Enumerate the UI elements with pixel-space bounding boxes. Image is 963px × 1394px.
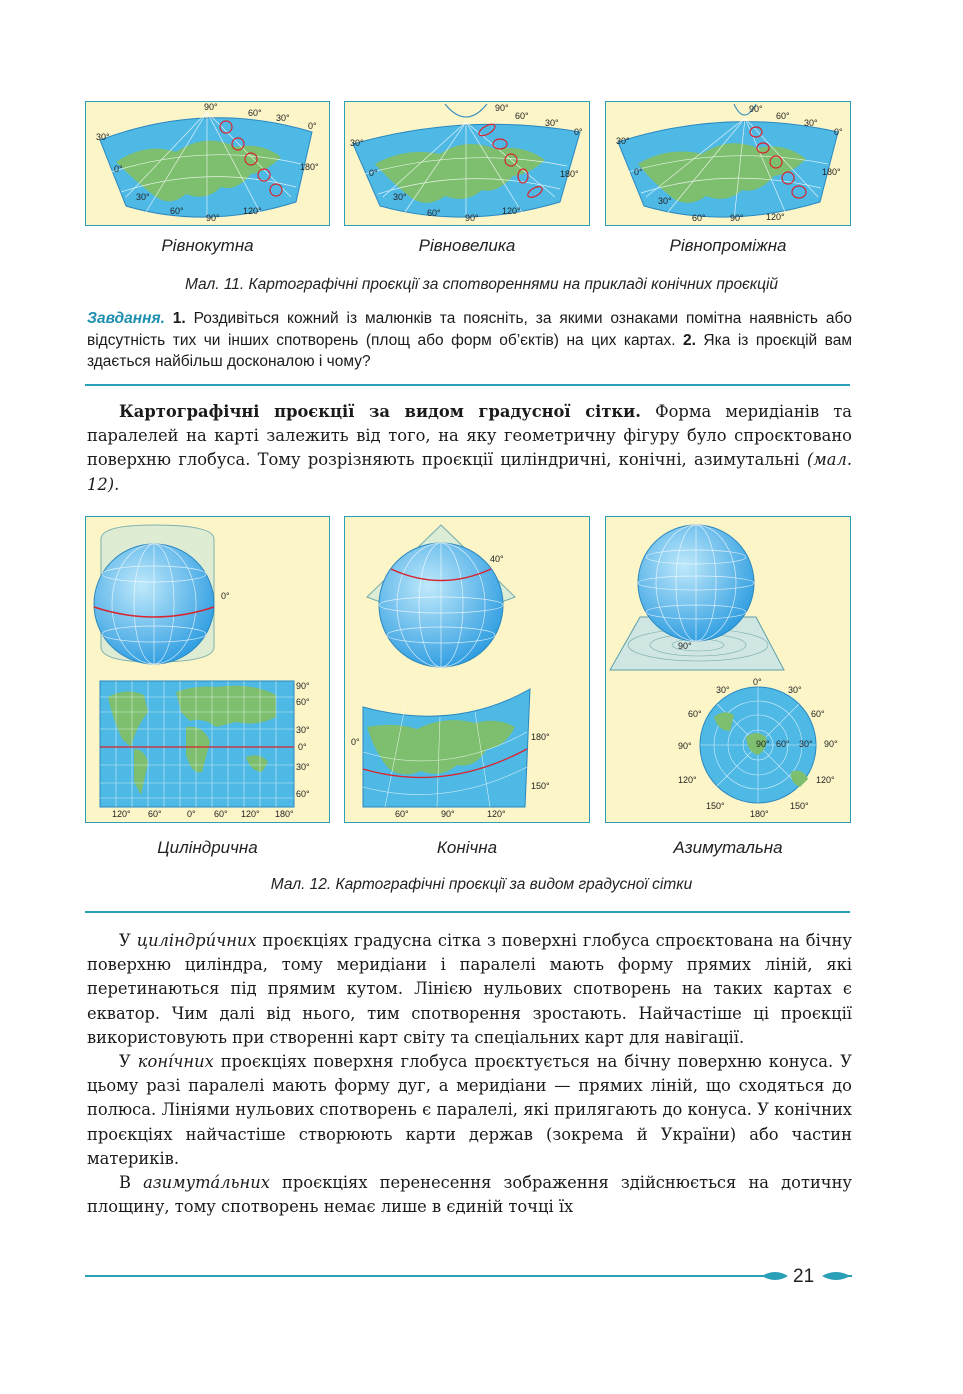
divider-middle xyxy=(85,911,850,913)
fig11-panel-equal-area xyxy=(344,101,590,226)
svg-text:90°: 90° xyxy=(824,739,838,749)
task-text-2: Яка із проєкцій вам здається найбільш досконалою і чому? xyxy=(87,331,853,370)
svg-text:120°: 120° xyxy=(112,809,131,819)
svg-text:60°: 60° xyxy=(688,709,702,719)
section2-text xyxy=(87,929,852,1219)
svg-text:60°: 60° xyxy=(515,111,529,121)
svg-text:30°: 30° xyxy=(804,118,818,128)
fig11-panel-equidistant xyxy=(605,101,851,226)
svg-text:180°: 180° xyxy=(822,167,841,177)
paragraph-azimuthal: В азимута́льних проєкціях перенесення зображення здійснюється на дотичну площину, тому спотворень немає лише в єдиній точці їх xyxy=(87,1173,853,1217)
task-number-2: 2. xyxy=(683,331,696,349)
svg-text:90°: 90° xyxy=(465,213,479,223)
svg-text:90°: 90° xyxy=(749,104,763,114)
svg-text:120°: 120° xyxy=(766,212,785,222)
svg-text:30°: 30° xyxy=(96,132,110,142)
svg-text:90°: 90° xyxy=(678,741,692,751)
svg-text:0°: 0° xyxy=(351,737,360,747)
paragraph-conic: У коні́чних проєкціях поверхня глобуса проєктується на бічну поверхню конуса. У цьому разі паралелі мають форму дуг, а меридіани — прямих ліній, що сходяться до полюса. Лініями нульових спотворень є паралелі, які прилягають до конуса. У конічних проєкціях найчастіше створюють карти держав (зокрема й України) або частин материків. xyxy=(87,1052,852,1168)
svg-text:180°: 180° xyxy=(560,169,579,179)
fig12-panel-cylindrical xyxy=(85,516,330,823)
footer-ornament-left-icon xyxy=(762,1268,788,1284)
svg-text:120°: 120° xyxy=(816,775,835,785)
svg-text:150°: 150° xyxy=(790,801,809,811)
fig11-label: 90° xyxy=(204,102,218,112)
svg-text:180°: 180° xyxy=(300,162,319,172)
svg-text:0°: 0° xyxy=(187,809,196,819)
fig12-caption-conic: Конічна xyxy=(436,838,498,857)
svg-text:30°: 30° xyxy=(545,118,559,128)
svg-text:120°: 120° xyxy=(502,206,521,216)
svg-text:90°: 90° xyxy=(756,739,770,749)
cyl-globe-label: 0° xyxy=(221,591,230,601)
svg-text:60°: 60° xyxy=(148,809,162,819)
svg-text:30°: 30° xyxy=(716,685,730,695)
svg-text:150°: 150° xyxy=(531,781,550,791)
svg-text:0°: 0° xyxy=(753,677,762,687)
svg-text:90°: 90° xyxy=(206,213,220,223)
svg-text:120°: 120° xyxy=(487,809,506,819)
svg-text:90°: 90° xyxy=(296,681,310,691)
svg-text:0°: 0° xyxy=(834,127,843,137)
svg-text:60°: 60° xyxy=(395,809,409,819)
fig12-panel-conic xyxy=(344,516,590,823)
paragraph-cylindrical: У циліндри́чних проєкціях градусна сітка з поверхні глобуса спроєктована на бічну поверхню циліндра, тому меридіани і паралелі мають форму прямих ліній, які перетинаються під прямим кутом. Лінією нульових спотворень на таких картах є екватор. Чим далі від нього, тим спотворення зростають. Найчастіше ці проєкції використовують при створенні карт світу та спеціальних карт для навігації. xyxy=(87,931,852,1047)
task-block xyxy=(87,308,852,373)
svg-text:120°: 120° xyxy=(678,775,697,785)
section1-heading: Картографічні проєкції за видом градусної сітки. xyxy=(119,402,641,421)
task-label: Завдання. xyxy=(87,310,165,327)
svg-text:0°: 0° xyxy=(634,167,643,177)
svg-text:30°: 30° xyxy=(788,685,802,695)
svg-text:0°: 0° xyxy=(574,127,583,137)
footer-ornament-right-icon xyxy=(822,1268,852,1284)
term-cylindrical: циліндри́чних xyxy=(136,931,257,950)
task-text-1: Роздивіться кожний із малюнків та поясніть, за якими ознаками помітна наявність або відсутність тих чи інших спотворень (площ або форм об’єктів) на цих картах. xyxy=(87,310,852,349)
section1-body: Форма меридіанів та паралелей на карті залежить від того, на яку геометричну фігуру було спроєктовано поверхню глобуса. Тому розрізняють проєкції циліндричні, конічні, азимутальні xyxy=(87,402,852,470)
svg-text:30°: 30° xyxy=(799,739,813,749)
svg-text:180°: 180° xyxy=(750,809,769,819)
section1-figure-ref: (мал. 12) xyxy=(87,450,852,494)
fig11-caption-conformal: Рівнокутна xyxy=(161,236,254,255)
svg-text:0°: 0° xyxy=(298,742,307,752)
svg-text:60°: 60° xyxy=(170,206,184,216)
svg-text:60°: 60° xyxy=(427,208,441,218)
svg-text:30°: 30° xyxy=(296,762,310,772)
svg-text:120°: 120° xyxy=(243,206,262,216)
svg-text:60°: 60° xyxy=(811,709,825,719)
svg-text:150°: 150° xyxy=(706,801,725,811)
svg-text:30°: 30° xyxy=(136,192,150,202)
task-number-1: 1. xyxy=(172,310,186,327)
conic-globe-label: 40° xyxy=(490,554,504,564)
svg-text:30°: 30° xyxy=(616,136,630,146)
svg-text:30°: 30° xyxy=(658,196,672,206)
fig12-panel-azimuthal xyxy=(605,516,851,823)
svg-text:0°: 0° xyxy=(308,121,317,131)
svg-text:60°: 60° xyxy=(296,697,310,707)
svg-text:60°: 60° xyxy=(214,809,228,819)
svg-text:180°: 180° xyxy=(275,809,294,819)
fig12-figure-caption: Мал. 12. Картографічні проєкції за видом градусної сітки xyxy=(270,876,693,893)
svg-text:90°: 90° xyxy=(495,103,509,113)
azimuthal-plane-label: 90° xyxy=(678,641,692,651)
svg-text:30°: 30° xyxy=(296,725,310,735)
footer-rule xyxy=(85,1275,765,1277)
fig12-caption-cylindrical: Циліндрична xyxy=(157,838,258,857)
svg-text:180°: 180° xyxy=(531,732,550,742)
svg-text:60°: 60° xyxy=(248,108,262,118)
svg-text:60°: 60° xyxy=(296,789,310,799)
svg-text:60°: 60° xyxy=(776,739,790,749)
divider-top xyxy=(85,384,850,386)
fig11-caption-equal-area: Рівновелика xyxy=(418,236,516,255)
term-azimuthal: азимута́льних xyxy=(143,1173,270,1193)
page-number: 21 xyxy=(793,1266,815,1287)
svg-text:120°: 120° xyxy=(241,809,260,819)
fig11-caption-equidistant: Рівнопроміжна xyxy=(669,236,787,255)
term-conic: коні́чних xyxy=(137,1052,214,1072)
section1-text: Картографічні проєкції за видом градусної сітки. Форма меридіанів та паралелей на карті залежить від того, на яку геометричну фігуру було спроєктовано поверхню глобуса. Тому розрізняють проєкції циліндричні, конічні, азимутальні (мал. 12). xyxy=(87,402,852,494)
fig12-caption-azimuthal: Азимутальна xyxy=(673,838,783,857)
svg-text:90°: 90° xyxy=(441,809,455,819)
svg-text:30°: 30° xyxy=(393,192,407,202)
svg-text:60°: 60° xyxy=(692,213,706,223)
svg-text:0°: 0° xyxy=(369,168,378,178)
svg-text:60°: 60° xyxy=(776,111,790,121)
svg-text:90°: 90° xyxy=(730,213,744,223)
fig11-figure-caption: Мал. 11. Картографічні проєкції за спотвореннями на прикладі конічних проєкцій xyxy=(184,276,779,293)
svg-text:30°: 30° xyxy=(350,138,364,148)
svg-text:0°: 0° xyxy=(114,164,123,174)
svg-text:30°: 30° xyxy=(276,113,290,123)
fig11-panel-conformal xyxy=(85,101,330,226)
